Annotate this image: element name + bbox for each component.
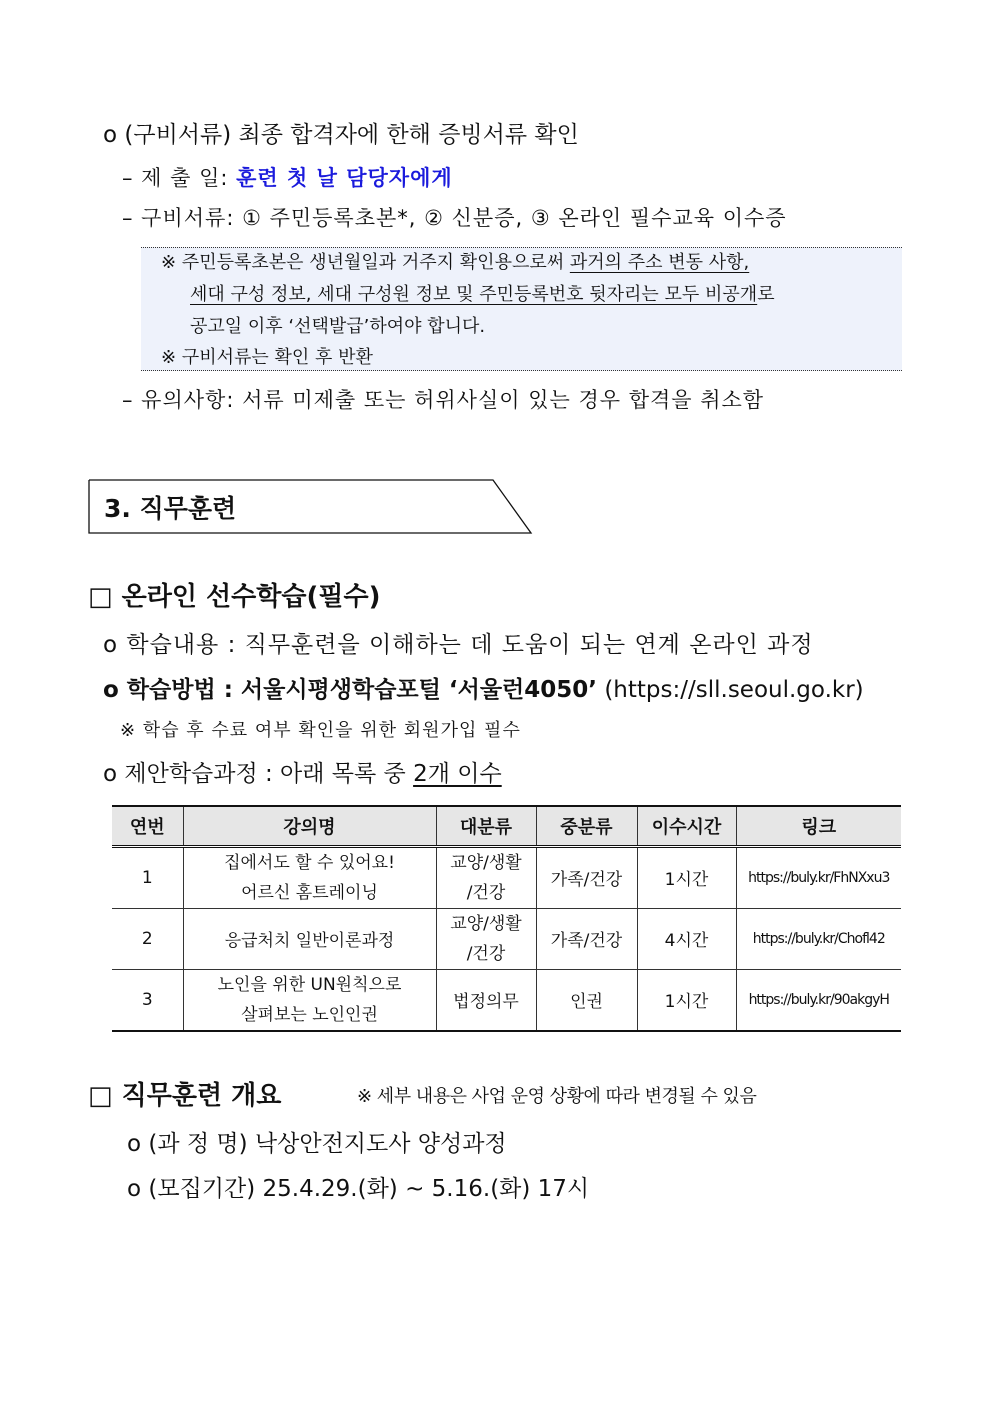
overview-course: o (과 정 명) 낙상안전지도사 양성과정 — [127, 1131, 507, 1157]
note1-post: 로 — [757, 284, 775, 305]
col-header: 링크 — [736, 806, 901, 846]
overview-period: o (모집기간) 25.4.29.(화) ~ 5.16.(화) 17시 — [127, 1176, 590, 1202]
cell-subcategory: 가족/건강 — [536, 846, 637, 908]
cell-no: 2 — [112, 908, 183, 969]
cell-name: 응급처치 일반이론과정 — [183, 908, 436, 969]
online-method — [103, 671, 864, 704]
note1-line1 — [161, 248, 749, 274]
cell-category: 법정의무 — [436, 969, 536, 1031]
cell-hours: 4시간 — [637, 908, 736, 969]
note1-line2 — [190, 280, 775, 306]
cell-no: 3 — [112, 969, 183, 1031]
method-url[interactable]: (https://sll.seoul.go.kr) — [597, 677, 864, 703]
name-line: 노인을 위한 UN원칙으로 — [217, 974, 402, 995]
courses-required: 2개 이수 — [413, 761, 502, 787]
name-line: 어르신 홈트레이닝 — [241, 882, 378, 903]
cell-link[interactable]: https://buly.kr/90akgyH — [736, 969, 901, 1031]
online-heading: □ 온라인 선수학습(필수) — [88, 582, 381, 612]
online-note: ※ 학습 후 수료 여부 확인을 위한 회원가입 필수 — [120, 720, 521, 741]
note1-underline2: 세대 구성 정보, 세대 구성원 정보 및 주민등록번호 뒷자리는 모두 비공개 — [190, 284, 758, 305]
table-row — [112, 969, 901, 1031]
col-header: 이수시간 — [637, 806, 736, 846]
online-courses — [103, 755, 502, 788]
submit-label: – 제 출 일: — [122, 166, 237, 190]
course-table — [112, 805, 901, 1032]
table-row — [112, 908, 901, 969]
submit-line — [122, 162, 453, 192]
col-header: 중분류 — [536, 806, 637, 846]
note-box — [141, 247, 902, 371]
note1-underline1: 과거의 주소 변동 사항, — [569, 252, 750, 273]
col-header: 강의명 — [183, 806, 436, 846]
col-header: 대분류 — [436, 806, 536, 846]
method-label: o 학습방법 : 서울시평생학습포털 ‘서울런4050’ — [103, 677, 598, 703]
cell-category — [436, 846, 536, 908]
overview-note: ※ 세부 내용은 사업 운영 상황에 따라 변경될 수 있음 — [357, 1086, 757, 1107]
cat-line: /건강 — [466, 943, 506, 964]
docs-heading: o (구비서류) 최종 합격자에 한해 증빙서류 확인 — [103, 122, 579, 148]
cell-name — [183, 969, 436, 1031]
cat-line: /건강 — [466, 882, 506, 903]
note1-line3: 공고일 이후 ‘선택발급’하여야 합니다. — [190, 316, 486, 337]
overview-heading: □ 직무훈련 개요 — [88, 1081, 282, 1111]
table-header-row — [112, 806, 901, 846]
caution-line: – 유의사항: 서류 미제출 또는 허위사실이 있는 경우 합격을 취소함 — [122, 388, 765, 412]
table-row — [112, 846, 901, 908]
section-header — [88, 479, 531, 533]
cell-subcategory: 가족/건강 — [536, 908, 637, 969]
cell-link[interactable]: https://buly.kr/Chofl42 — [736, 908, 901, 969]
courses-label: o 제안학습과정 : 아래 목록 중 — [103, 761, 414, 787]
docs-list: – 구비서류: ① 주민등록초본*, ② 신분증, ③ 온라인 필수교육 이수증 — [122, 206, 787, 230]
cell-no: 1 — [112, 846, 183, 908]
note1-pre: ※ 주민등록초본은 생년월일과 거주지 확인용으로써 — [161, 252, 570, 273]
cell-hours: 1시간 — [637, 969, 736, 1031]
cell-hours: 1시간 — [637, 846, 736, 908]
cat-line: 교양/생활 — [450, 852, 522, 873]
cell-category — [436, 908, 536, 969]
col-header: 연번 — [112, 806, 183, 846]
note2: ※ 구비서류는 확인 후 반환 — [161, 347, 373, 368]
name-line: 살펴보는 노인인권 — [241, 1004, 378, 1025]
cell-name — [183, 846, 436, 908]
cell-subcategory: 인권 — [536, 969, 637, 1031]
submit-value: 훈련 첫 날 담당자에게 — [236, 166, 453, 190]
section-title: 3. 직무훈련 — [104, 494, 237, 523]
name-line: 집에서도 할 수 있어요! — [224, 852, 395, 873]
online-content: o 학습내용 : 직무훈련을 이해하는 데 도움이 되는 연계 온라인 과정 — [103, 632, 814, 658]
cat-line: 교양/생활 — [450, 913, 522, 934]
cell-link[interactable]: https://buly.kr/FhNXxu3 — [736, 846, 901, 908]
